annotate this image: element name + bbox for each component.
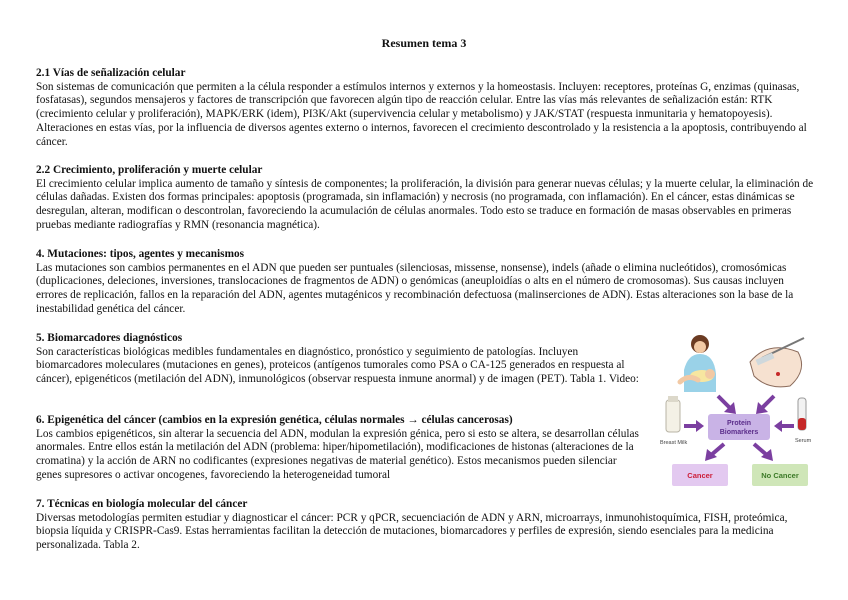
center-label-line2: Biomarkers — [719, 429, 759, 436]
protein-biomarkers-figure — [658, 330, 818, 492]
no-cancer-label: No Cancer — [761, 471, 799, 480]
section-epigenetics — [36, 414, 641, 483]
center-label-line1: Protein — [726, 420, 752, 427]
section-heading: 6. Epigenética del cáncer (cambios en la expresión genética, células normales → células cancerosas) — [36, 414, 513, 426]
section-biomarkers — [36, 332, 641, 387]
section-cell-growth — [36, 164, 814, 233]
section-body: Las mutaciones son cambios permanentes en el ADN que pueden ser puntuales (silenciosas, missense, nonsense), indels (añade o elimina nucleótidos), cromosómicas (duplicaciones, deleciones, inversiones, translocaciones de fragmentos de ADN) o genómicas (aneuploidías o alts en el número de cromosomas). Sus causas incluyen errores de replicación, fallos en la reparación del ADN, agentes mutagénicos y recombinación defectuosa (malinserciones de ADN). Estas alteraciones son la base de la inestabilidad genética del cáncer. — [36, 261, 794, 315]
breast-milk-label: Breast Milk — [660, 440, 688, 446]
breastfeeding-illustration — [680, 335, 716, 392]
serum-label: Serum — [795, 438, 812, 444]
cancer-label: Cancer — [687, 471, 713, 480]
section-body: Son sistemas de comunicación que permiten a la célula responder a estímulos internos y externos y la homeostasis. Incluyen: receptores, proteínas G, enzimas (quinasas, fosfatasas), segundos mensajeros y factores de transcripción que favorecen algún tipo de reacción celular. Entre las vías más relevantes de señalización están: RTK (crecimiento celular y proliferación), MAPK/ERK (idem), PI3K/Akt (supervivencia celular y metabolismo) y JAK/STAT (respuesta inmunitaria y hematopoyesis). Alteraciones en estas vías, por la influencia de diversos agentes externo o internos, favorecen el crecimiento descontrolado y la resistencia a la apoptosis, contribuyendo al cáncer. — [36, 80, 807, 148]
section-heading: 2.2 Crecimiento, proliferación y muerte celular — [36, 164, 263, 176]
section-body: Diversas metodologías permiten estudiar y diagnosticar el cáncer: PCR y qPCR, secuenciación de ADN y ARN, microarrays, inmunohistoquímica, FISH, proteómica, biopsia líquida y CRISPR-Cas9. Estas herramientas facilitan la detección de mutaciones, biomarcadores y perfiles de expresión, siendo esenciales para la medicina personalizada. Tabla 2. — [36, 511, 788, 552]
section-heading: 7. Técnicas en biología molecular del cáncer — [36, 498, 248, 510]
section-heading: 5. Biomarcadores diagnósticos — [36, 332, 183, 344]
section-mutations — [36, 248, 814, 317]
section-body: Los cambios epigenéticos, sin alterar la secuencia del ADN, modulan la expresión génica, pero si esto se altera, se desarrollan células anormales. Entre ellos están la metilación del ADN (problema: hiper/hipometilación), modificaciones de histonas (alteraciones de la cromatina) y la acción de ARN no codificantes (expresiones negativas de material genético). Estos mecanismos pueden silenciar genes supresores o activar oncogenes, favoreciendo la heterogeneidad tumoral — [36, 427, 639, 481]
serum-tube-icon — [798, 398, 806, 430]
section-signaling-pathways — [36, 67, 814, 149]
arrow-head-icon — [774, 420, 782, 432]
milk-bottle-icon — [666, 396, 680, 432]
section-body: Son características biológicas medibles fundamentales en diagnóstico, pronóstico y seguimiento de patologías. Incluyen biomarcadores moleculares (mutaciones en genes), proteicos (antígenos tumorales como PSA o CA-125 generados en respuesta al cáncer), epigenéticos (metilación del ADN), inmunológicos (observar respuesta inmune anormal) y de imagen (PET). Tabla 1. Video: — [36, 345, 639, 386]
document-title: Resumen tema 3 — [381, 36, 467, 50]
section-body: El crecimiento celular implica aumento de tamaño y síntesis de componentes; la proliferación, la división para generar nuevas células; y la muerte celular, la eliminación de células dañadas. Existen dos formas principales: apoptosis (programada, sin inflamación) y necrosis (no programada, con inflamación). En el cáncer, estas dinámicas se desregulan, alteran, modifican o descontrolan, favoreciendo la acumulación de células anormales. Todo esto se traduce en formación de masas observables en primeras pruebas mediante radiografías y RMN (resonancia magnética). — [36, 177, 814, 231]
section-heading: 2.1 Vías de señalización celular — [36, 67, 186, 79]
blood-draw-illustration — [750, 338, 804, 387]
arrow-head-icon — [696, 420, 704, 432]
section-techniques — [36, 498, 814, 553]
protein-biomarkers-box — [708, 414, 770, 440]
section-heading: 4. Mutaciones: tipos, agentes y mecanismos — [36, 248, 245, 260]
